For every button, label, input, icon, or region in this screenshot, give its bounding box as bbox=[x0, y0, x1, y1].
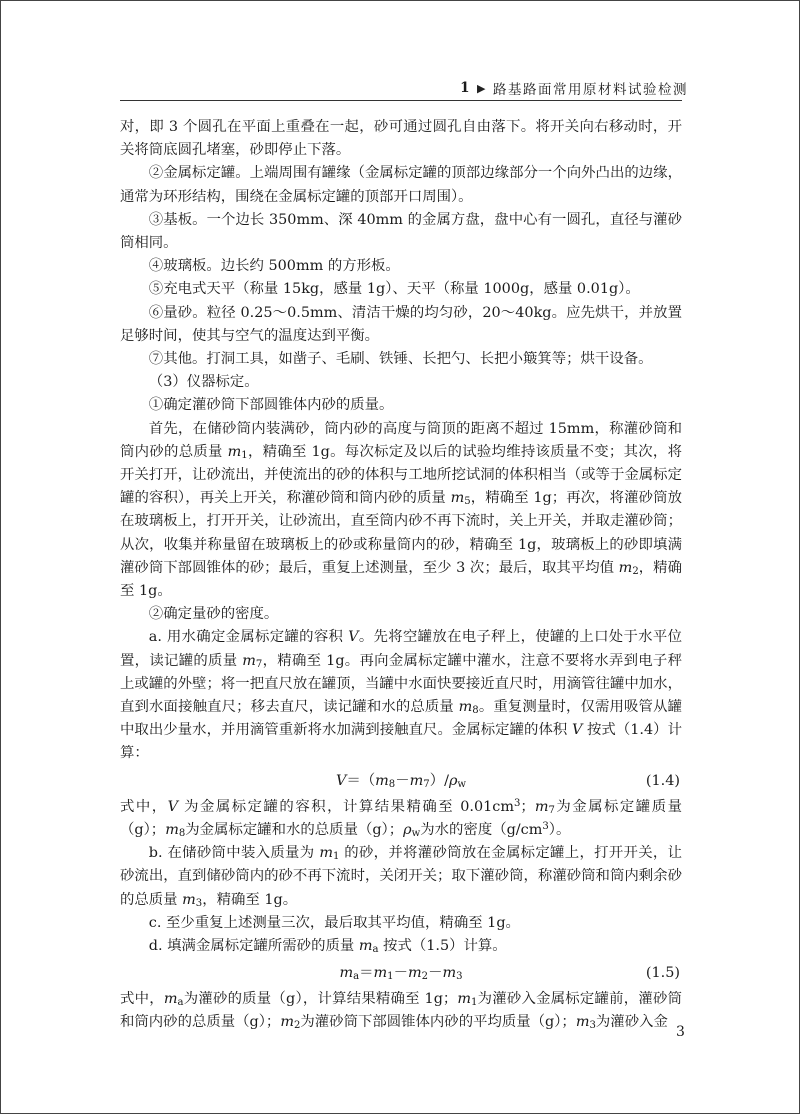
item-balance: ⑤充电式天平（称量 15kg，感量 1g）、天平（称量 1000g，感量 0.01g）。 bbox=[148, 281, 640, 298]
paragraph-cone-sand-procedure: 首先，在储砂筒内装满砂，筒内砂的高度与筒顶的距离不超过 15mm，称灌砂筒和筒内砂的总质量 $m_1$，精确至 1g。每次标定及以后的试验均维持该质量不变；其次，将开关打开，让砂流出，并使流出的砂的体积与工地所挖试洞的体积相当（或等于金属标定罐的容积），再关上开关，称灌砂筒和筒内砂的质量 $m_5$，精确至 1g；再次，将灌砂筒放在玻璃板上，打开开关，让砂流出，直至筒内砂不再下流时，关上开关，并取走灌砂筒；从次，收集并称量留在玻璃板上的砂或称量筒内的砂，精确至 1g，玻璃板上的砂即填满灌砂筒下部圆锥体的砂；最后，重复上述测量，至少 3 次；最后，取其平均值 $m_2$，精确至 1g。 bbox=[120, 420, 683, 600]
item-calibration-can: ②金属标定罐。上端周围有罐缘（金属标定罐的顶部边缘部分一个向外凸出的边缘，通常为环形结构，围绕在金属标定罐的顶部开口周围）。 bbox=[120, 165, 682, 205]
item-measuring-sand: ⑥量砂。粒径 0.25～0.5mm、清洁干燥的均匀砂，20～40kg。应先烘干，并放置足够时间，使其与空气的温度达到平衡。 bbox=[120, 304, 682, 344]
running-header bbox=[460, 78, 688, 98]
step-c-repeat: c. 至少重复上述测量三次，最后取其平均值，精确至 1g。 bbox=[148, 914, 520, 931]
step-b-sand-into-can: b. 在储砂筒中装入质量为 $m_1$ 的砂，并将灌砂筒放在金属标定罐上，打开开关，让砂流出，直到储砂筒内的砂不再下流时，关闭开关；取下灌砂筒，称灌砂筒和筒内剩余砂的总质量 $m_3$，精确至 1g。 bbox=[120, 845, 683, 909]
equation-number: (1.4) bbox=[645, 772, 680, 789]
item-base-plate: ③基板。一个边长 350mm、深 40mm 的金属方盘，盘中心有一圆孔，直径与灌砂筒相同。 bbox=[120, 211, 682, 252]
header-rule bbox=[120, 100, 682, 101]
section-calibration-heading: （3）仪器标定。 bbox=[148, 374, 259, 391]
item-glass-plate: ④玻璃板。边长约 500mm 的方形板。 bbox=[148, 258, 400, 275]
paragraph-can-volume-procedure: a. 用水确定金属标定罐的容积 V。先将空罐放在电子秤上，使罐的上口处于水平位置，读记罐的质量 $m_7$，精确至 1g。再向金属标定罐中灌水，注意不要将水弄到电子秤上或罐的外壁；将一把直尺放在罐顶，当罐中水面快要接近直尺时，用滴管往罐中加水，直到水面接触直尺；移去直尺，读记罐和水的总质量 $m_8$。重复测量时，仅需用吸管从罐中取出少量水，并用滴管重新将水加满到接触直尺。金属标定罐的体积 V 按式（1.4）计算： bbox=[120, 629, 682, 762]
step-sand-density-heading: ②确定量砂的密度。 bbox=[148, 606, 279, 623]
page-number: 3 bbox=[676, 1024, 685, 1040]
equation-number: (1.5) bbox=[645, 965, 680, 982]
page-content bbox=[120, 116, 682, 1035]
triangle-arrow-icon: ▶ bbox=[477, 81, 487, 95]
paragraph-eq-1-4-symbols: 式中，V 为金属标定罐的容积，计算结果精确至 $0.01cm^3$；$m_7$为金属标定罐质量（g）；$m_8$为金属标定罐和水的总质量（g）；$\rho_w$为水的密度$(g/cm^3)$。 bbox=[120, 797, 682, 839]
equation-1-4: $V=(m_8-m_7)/\rho_w$ (1.4) bbox=[120, 769, 682, 793]
chapter-number: 1 bbox=[460, 80, 472, 96]
step-d-sand-mass: d. 填满金属标定罐所需砂的质量 $m_a$ 按式（1.5）计算。 bbox=[148, 937, 507, 955]
paragraph-eq-1-5-symbols: 式中，$m_a$为灌砂的质量（g），计算结果精确至 1g；$m_1$为灌砂入金属标定罐前，灌砂筒和筒内砂的总质量（g）；$m_2$为灌砂筒下部圆锥体内砂的平均质量（g）；$m_3$为灌砂入金 bbox=[120, 991, 682, 1032]
paragraph-switch-closing: 对，即 3 个圆孔在平面上重叠在一起，砂可通过圆孔自由落下。将开关向右移动时，开关将筒底圆孔堵塞，砂即停止下落。 bbox=[120, 119, 682, 159]
equation-1-5: $m_a=m_1-m_2-m_3$ (1.5) bbox=[120, 961, 682, 985]
chapter-title: 路基路面常用原材料试验检测 bbox=[493, 82, 688, 98]
step-cone-sand-mass-heading: ①确定灌砂筒下部圆锥体内砂的质量。 bbox=[148, 397, 394, 414]
item-other-tools: ⑦其他。打洞工具，如凿子、毛刷、铁锤、长把勺、长把小簸箕等；烘干设备。 bbox=[148, 351, 653, 368]
